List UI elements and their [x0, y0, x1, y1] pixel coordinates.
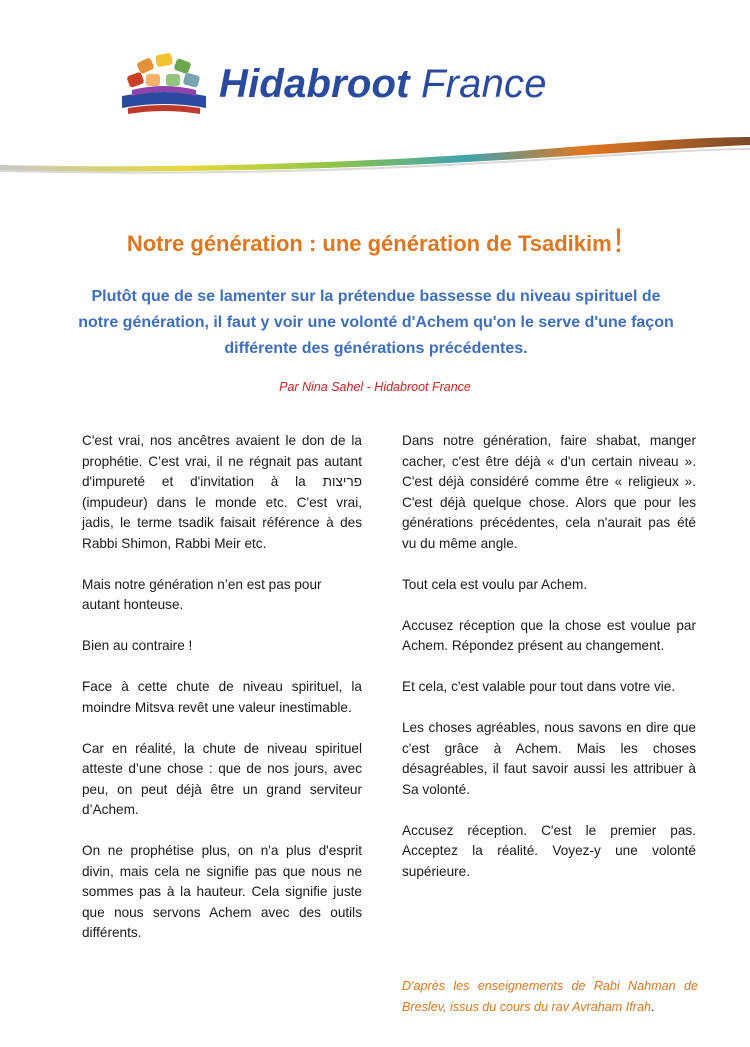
article-title-text: Notre génération : une génération de Tsadikim — [126, 231, 612, 256]
hidabroot-logo-icon — [118, 50, 210, 118]
left-column — [82, 431, 362, 944]
page-header — [0, 0, 750, 190]
article-subtitle: Plutôt que de se lamenter sur la prétendue bassesse du niveau spirituel de notre génération, il faut y voir une volonté d'Achem qu'on le serve d'une façon différente des générations précédentes. — [78, 288, 674, 357]
header-swoosh — [0, 125, 750, 185]
title-exclamation: ! — [613, 222, 624, 260]
paragraph: Et cela, c'est valable pour tout dans votre vie. — [402, 679, 676, 694]
article-byline: Par Nina Sahel - Hidabroot France — [279, 380, 471, 394]
paragraph: Accusez réception que la chose est voulue par Achem. Répondez présent au changement. — [402, 617, 696, 653]
paragraph: On ne prophétise plus, on n'a plus d'esprit divin, mais cela ne signifie pas que nous ne sommes pas à la hauteur. Cela signifie juste que nous servons Achem avec des outils différents. — [82, 843, 362, 940]
credit-end: . — [650, 999, 655, 1014]
paragraph: Dans notre génération, faire shabat, manger cacher, c'est être déjà « d'un certain niveau ». C'est déjà considéré comme être « religieux ». C'est déjà quelque chose. Alors que pour les générations précédentes, cela n'aurait pas été vu du même angle. — [402, 433, 696, 551]
brand-name-light: France — [421, 62, 547, 106]
brand-name-bold: Hidabroot — [219, 62, 410, 106]
paragraph: Face à cette chute de niveau spirituel, la moindre Mitsva revêt une valeur inestimable. — [82, 679, 362, 715]
article-credit — [402, 976, 698, 1017]
paragraph: Accusez réception. C'est le premier pas. Acceptez la réalité. Voyez-y une volonté supérieure. — [402, 822, 696, 879]
brand-name — [219, 62, 547, 107]
paragraph: Car en réalité, la chute de niveau spirituel atteste d’une chose : que de nos jours, avec peu, on peut déjà être un grand serviteur d’Achem. — [82, 740, 362, 817]
paragraph: C'est vrai, nos ancêtres avaient le don de la prophétie. C’est vrai, il ne régnait pas autant d'impureté et d'invitation à la פריצות (impudeur) dans le monde etc. C'est vrai, jadis, le terme tsadik faisait référence à des Rabbi Shimon, Rabbi Meir etc. — [82, 433, 362, 551]
paragraph: Mais notre génération n’en est pas pour autant honteuse. — [82, 576, 322, 612]
right-column — [402, 431, 696, 882]
credit-text: D'après les enseignements de Rabi Nahman de Breslev, issus du cours du rav Avraham Ifrah — [402, 979, 698, 1014]
article-title — [0, 222, 750, 261]
paragraph: Les choses agréables, nous savons en dire que c'est grâce à Achem. Mais les choses désagréables, il faut savoir aussi les attribuer à Sa volonté. — [402, 720, 696, 797]
paragraph: Bien au contraire ! — [82, 638, 193, 653]
paragraph: Tout cela est voulu par Achem. — [402, 576, 588, 592]
